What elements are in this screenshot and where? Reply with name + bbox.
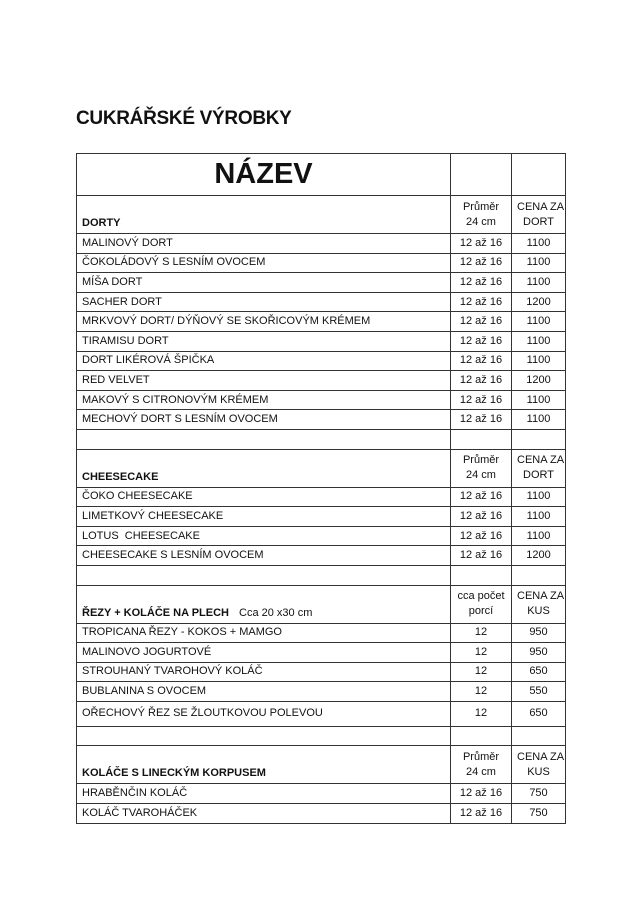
item-name: MAKOVÝ S CITRONOVÝM KRÉMEM: [77, 390, 451, 410]
size-column-header: Průměr 24 cm: [451, 196, 512, 234]
item-price: 550: [512, 682, 566, 702]
item-price: 1200: [512, 292, 566, 312]
empty-cell: [512, 154, 566, 196]
price-column-header: CENA ZA DORT: [512, 196, 566, 234]
item-price: 1100: [512, 312, 566, 332]
table-row: [77, 546, 566, 566]
item-name: LOTUS CHEESECAKE: [77, 526, 451, 546]
item-price: 950: [512, 643, 566, 663]
table-row: [77, 351, 566, 371]
table-row: [77, 662, 566, 682]
section-name: KOLÁČE S LINECKÝM KORPUSEM: [77, 746, 451, 784]
table-title-row: [77, 154, 566, 196]
price-column-header: CENA ZA KUS: [512, 585, 566, 623]
item-size: 12: [451, 643, 512, 663]
size-column-header: Průměr 24 cm: [451, 746, 512, 784]
item-name: KOLÁČ TVAROHÁČEK: [77, 804, 451, 824]
item-size: 12 až 16: [451, 331, 512, 351]
section-header-kolace: [77, 746, 566, 784]
item-price: 1100: [512, 410, 566, 430]
item-price: 650: [512, 701, 566, 726]
table-row: [77, 234, 566, 254]
item-size: 12: [451, 701, 512, 726]
item-name: DORT LIKÉROVÁ ŠPIČKA: [77, 351, 451, 371]
item-size: 12 až 16: [451, 784, 512, 804]
table-row: [77, 390, 566, 410]
table-row: [77, 701, 566, 726]
item-size: 12 až 16: [451, 273, 512, 293]
item-price: 1200: [512, 371, 566, 391]
item-name: MECHOVÝ DORT S LESNÍM OVOCEM: [77, 410, 451, 430]
table-row: [77, 507, 566, 527]
item-name: SACHER DORT: [77, 292, 451, 312]
item-name: BUBLANINA S OVOCEM: [77, 682, 451, 702]
item-size: 12 až 16: [451, 253, 512, 273]
item-price: 1100: [512, 390, 566, 410]
item-size: 12 až 16: [451, 526, 512, 546]
table-row: [77, 292, 566, 312]
table-title-cell: [77, 154, 451, 196]
item-price: 650: [512, 662, 566, 682]
table-row: [77, 682, 566, 702]
table-row: [77, 784, 566, 804]
item-name: MALINOVÝ DORT: [77, 234, 451, 254]
item-price: 1100: [512, 487, 566, 507]
item-size: 12 až 16: [451, 487, 512, 507]
table-row: [77, 331, 566, 351]
item-price: 1100: [512, 273, 566, 293]
price-column-header: CENA ZA KUS: [512, 746, 566, 784]
item-name: TIRAMISU DORT: [77, 331, 451, 351]
spacer-row: [77, 565, 566, 585]
item-size: 12 až 16: [451, 507, 512, 527]
table-row: [77, 312, 566, 332]
table-row: [77, 526, 566, 546]
table-row: [77, 804, 566, 824]
section-name: CHEESECAKE: [77, 449, 451, 487]
item-size: 12: [451, 623, 512, 643]
empty-cell: [451, 154, 512, 196]
item-price: 1100: [512, 526, 566, 546]
item-size: 12 až 16: [451, 234, 512, 254]
item-name: MRKVOVÝ DORT/ DÝŇOVÝ SE SKOŘICOVÝM KRÉMEM: [77, 312, 451, 332]
item-name: MALINOVO JOGURTOVÉ: [77, 643, 451, 663]
item-name: HRABĚNČIN KOLÁČ: [77, 784, 451, 804]
table-row: [77, 410, 566, 430]
spacer-row: [77, 429, 566, 449]
table-title: NÁZEV: [214, 158, 313, 190]
table-row: [77, 643, 566, 663]
item-price: 1100: [512, 253, 566, 273]
item-price: 1100: [512, 351, 566, 371]
price-column-header: CENA ZA DORT: [512, 449, 566, 487]
item-price: 1100: [512, 507, 566, 527]
section-name: DORTY: [77, 196, 451, 234]
size-column-header: Průměr 24 cm: [451, 449, 512, 487]
section-name: ŘEZY + KOLÁČE NA PLECH Cca 20 x30 cm: [77, 585, 451, 623]
item-price: 950: [512, 623, 566, 643]
section-note: Cca 20 x30 cm: [239, 606, 313, 619]
item-name: RED VELVET: [77, 371, 451, 391]
table-row: [77, 623, 566, 643]
table-row: [77, 487, 566, 507]
table-row: [77, 253, 566, 273]
item-name: CHEESECAKE S LESNÍM OVOCEM: [77, 546, 451, 566]
item-size: 12 až 16: [451, 312, 512, 332]
item-size: 12 až 16: [451, 390, 512, 410]
item-name: ČOKOLÁDOVÝ S LESNÍM OVOCEM: [77, 253, 451, 273]
item-size: 12 až 16: [451, 546, 512, 566]
item-name: ČOKO CHEESECAKE: [77, 487, 451, 507]
item-size: 12 až 16: [451, 410, 512, 430]
price-table: [76, 153, 566, 824]
item-size: 12 až 16: [451, 292, 512, 312]
item-price: 1200: [512, 546, 566, 566]
item-size: 12 až 16: [451, 804, 512, 824]
item-name: MÍŠA DORT: [77, 273, 451, 293]
table-row: [77, 371, 566, 391]
table-row: [77, 273, 566, 293]
item-name: STROUHANÝ TVAROHOVÝ KOLÁČ: [77, 662, 451, 682]
item-price: 1100: [512, 331, 566, 351]
size-column-header: cca počet porcí: [451, 585, 512, 623]
section-header-cheesecake: [77, 449, 566, 487]
section-header-dorty: [77, 196, 566, 234]
item-name: TROPICANA ŘEZY - KOKOS + MAMGO: [77, 623, 451, 643]
item-size: 12: [451, 682, 512, 702]
item-price: 750: [512, 804, 566, 824]
item-price: 1100: [512, 234, 566, 254]
spacer-row: [77, 726, 566, 746]
page-title: CUKRÁŘSKÉ VÝROBKY: [76, 108, 292, 129]
item-name: OŘECHOVÝ ŘEZ SE ŽLOUTKOVOU POLEVOU: [77, 701, 451, 726]
section-header-rezy: [77, 585, 566, 623]
item-size: 12 až 16: [451, 351, 512, 371]
item-size: 12: [451, 662, 512, 682]
item-size: 12 až 16: [451, 371, 512, 391]
item-price: 750: [512, 784, 566, 804]
item-name: LIMETKOVÝ CHEESECAKE: [77, 507, 451, 527]
